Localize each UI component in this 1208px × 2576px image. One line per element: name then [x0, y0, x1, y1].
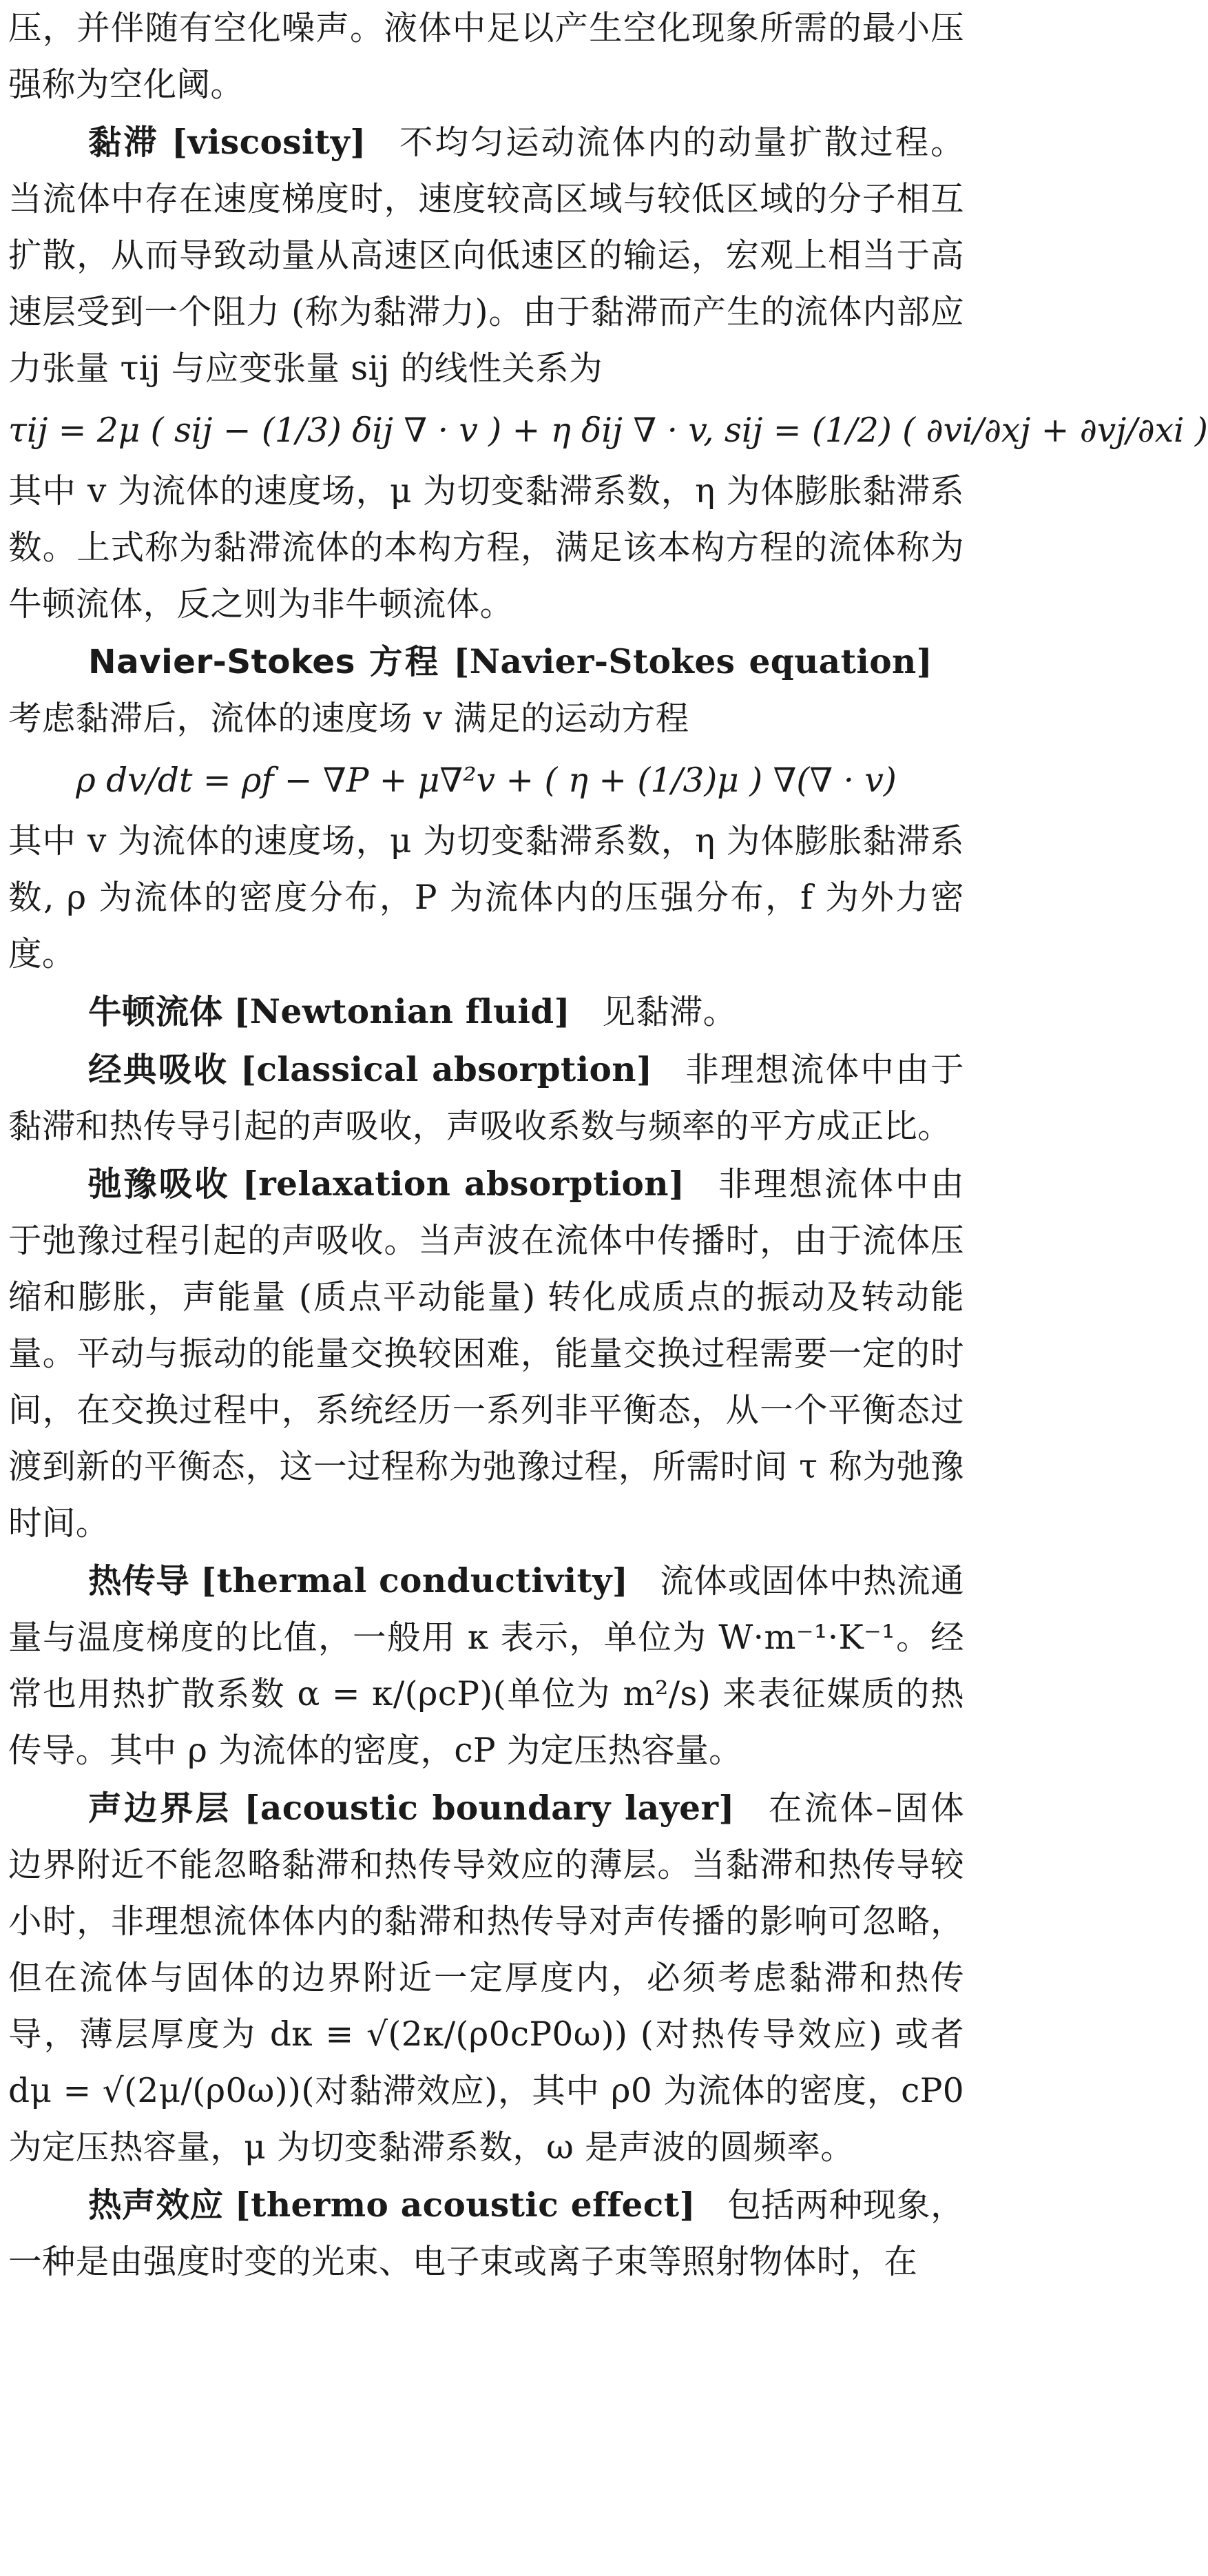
- entry-viscosity: [8, 114, 964, 397]
- entry-body: 包括两种现象，一种是由强度时变的光束、电子束或离子束等照射物体时，在: [8, 2186, 964, 2281]
- navier-stokes-equation: ρ dv/dt = ρf − ∇P + μ∇²v + ( η + (1/3)μ ) ∇(∇ · v): [76, 761, 897, 800]
- entry-english-term: [Newtonian fluid]: [233, 992, 570, 1031]
- entry-body: 不均匀运动流体内的动量扩散过程。当流体中存在速度梯度时，速度较高区域与较低区域的分子相互扩散，从而导致动量从高速区向低速区的输运，宏观上相当于高速层受到一个阻力 (称为黏滞力)。由于黏滞而产生的流体内部应力张量 τij 与应变张量 sij 的线性关系为: [8, 123, 964, 388]
- entry-body: 见黏滞。: [601, 993, 737, 1031]
- entry-body: 考虑黏滞后，流体的速度场 v 满足的运动方程: [8, 699, 689, 738]
- entry-english-term: [thermo acoustic effect]: [234, 2185, 696, 2225]
- entry-body: 非理想流体中由于弛豫过程引起的声吸收。当声波在流体中传播时，由于流体压缩和膨胀，声能量 (质点平动能量) 转化成质点的振动及转动能量。平动与振动的能量交换较困难，能量交换过程需要一定的时间，在交换过程中，系统经历一系列非平衡态，从一个平衡态过渡到新的平衡态，这一过程称为弛豫过程，所需时间 τ 称为弛豫时间。: [8, 1165, 964, 1543]
- entry-navier-stokes: [8, 634, 964, 747]
- entry-english-term: [classical absorption]: [240, 1050, 653, 1089]
- entry-acoustic-boundary-layer: [8, 1780, 964, 2176]
- entry-english-term: [acoustic boundary layer]: [244, 1789, 735, 1828]
- entry-newtonian-fluid: [8, 984, 964, 1040]
- viscosity-equation-note: 其中 v 为流体的速度场，μ 为切变黏滞系数，η 为体膨胀黏滞系数。上式称为黏滞流体的本构方程，满足该本构方程的流体称为牛顿流体，反之则为非牛顿流体。: [8, 472, 964, 624]
- entry-english-term: [thermal conductivity]: [200, 1561, 629, 1600]
- intro-paragraph: 压，并伴随有空化噪声。液体中足以产生空化现象所需的最小压强称为空化阈。: [8, 9, 964, 104]
- entry-term: 热传导: [88, 1562, 190, 1600]
- entry-english-term: [relaxation absorption]: [242, 1164, 685, 1204]
- entry-term: 牛顿流体: [88, 993, 223, 1031]
- entry-english-term: [Navier-Stokes equation]: [453, 642, 933, 681]
- entry-thermo-acoustic-effect: [8, 2177, 964, 2290]
- navier-stokes-equation-note: 其中 v 为流体的速度场，μ 为切变黏滞系数，η 为体膨胀黏滞系数, ρ 为流体的密度分布，P 为流体内的压强分布，f 为外力密度。: [8, 822, 964, 973]
- entry-term: 经典吸收: [88, 1051, 229, 1089]
- entry-body: 非理想流体中由于黏滞和热传导引起的声吸收，声吸收系数与频率的平方成正比。: [8, 1051, 965, 1146]
- entry-term: 声边界层: [88, 1789, 231, 1828]
- entry-relaxation-absorption: [8, 1156, 964, 1552]
- entry-term: 热声效应: [88, 2186, 224, 2225]
- entry-classical-absorption: [8, 1042, 964, 1155]
- entry-body: 在流体–固体边界附近不能忽略黏滞和热传导效应的薄层。当黏滞和热传导较小时，非理想流体体内的黏滞和热传导对声传播的影响可忽略，但在流体与固体的边界附近一定厚度内，必须考虑黏滞和热传导，薄层厚度为 dκ ≡ √(2κ/(ρ0cP0ω)) (对热传导效应) 或者 dμ = √(2μ/(ρ0ω))(对黏滞效应)，其中 ρ0 为流体的密度，cP0 为定压热容量，μ 为切变黏滞系数，ω 是声波的圆频率。: [8, 1789, 964, 2167]
- viscosity-equation: τij = 2μ ( sij − (1/3) δij ∇ · v ) + η δij ∇ · v, sij = (1/2) ( ∂vi/∂xj + ∂vj/∂xi ): [8, 411, 1208, 450]
- entry-thermal-conductivity: [8, 1553, 964, 1779]
- entry-term: 黏滞: [88, 123, 159, 162]
- entry-term: 弛豫吸收: [88, 1165, 230, 1204]
- entry-body: 流体或固体中热流通量与温度梯度的比值，一般用 κ 表示，单位为 W·m⁻¹·K⁻¹。经常也用热扩散系数 α = κ/(ρcP)(单位为 m²/s) 来表征媒质的热传导。其中 ρ 为流体的密度，cP 为定压热容量。: [8, 1562, 965, 1770]
- entry-term: Navier-Stokes 方程: [88, 643, 441, 681]
- entry-english-term: [viscosity]: [171, 123, 366, 162]
